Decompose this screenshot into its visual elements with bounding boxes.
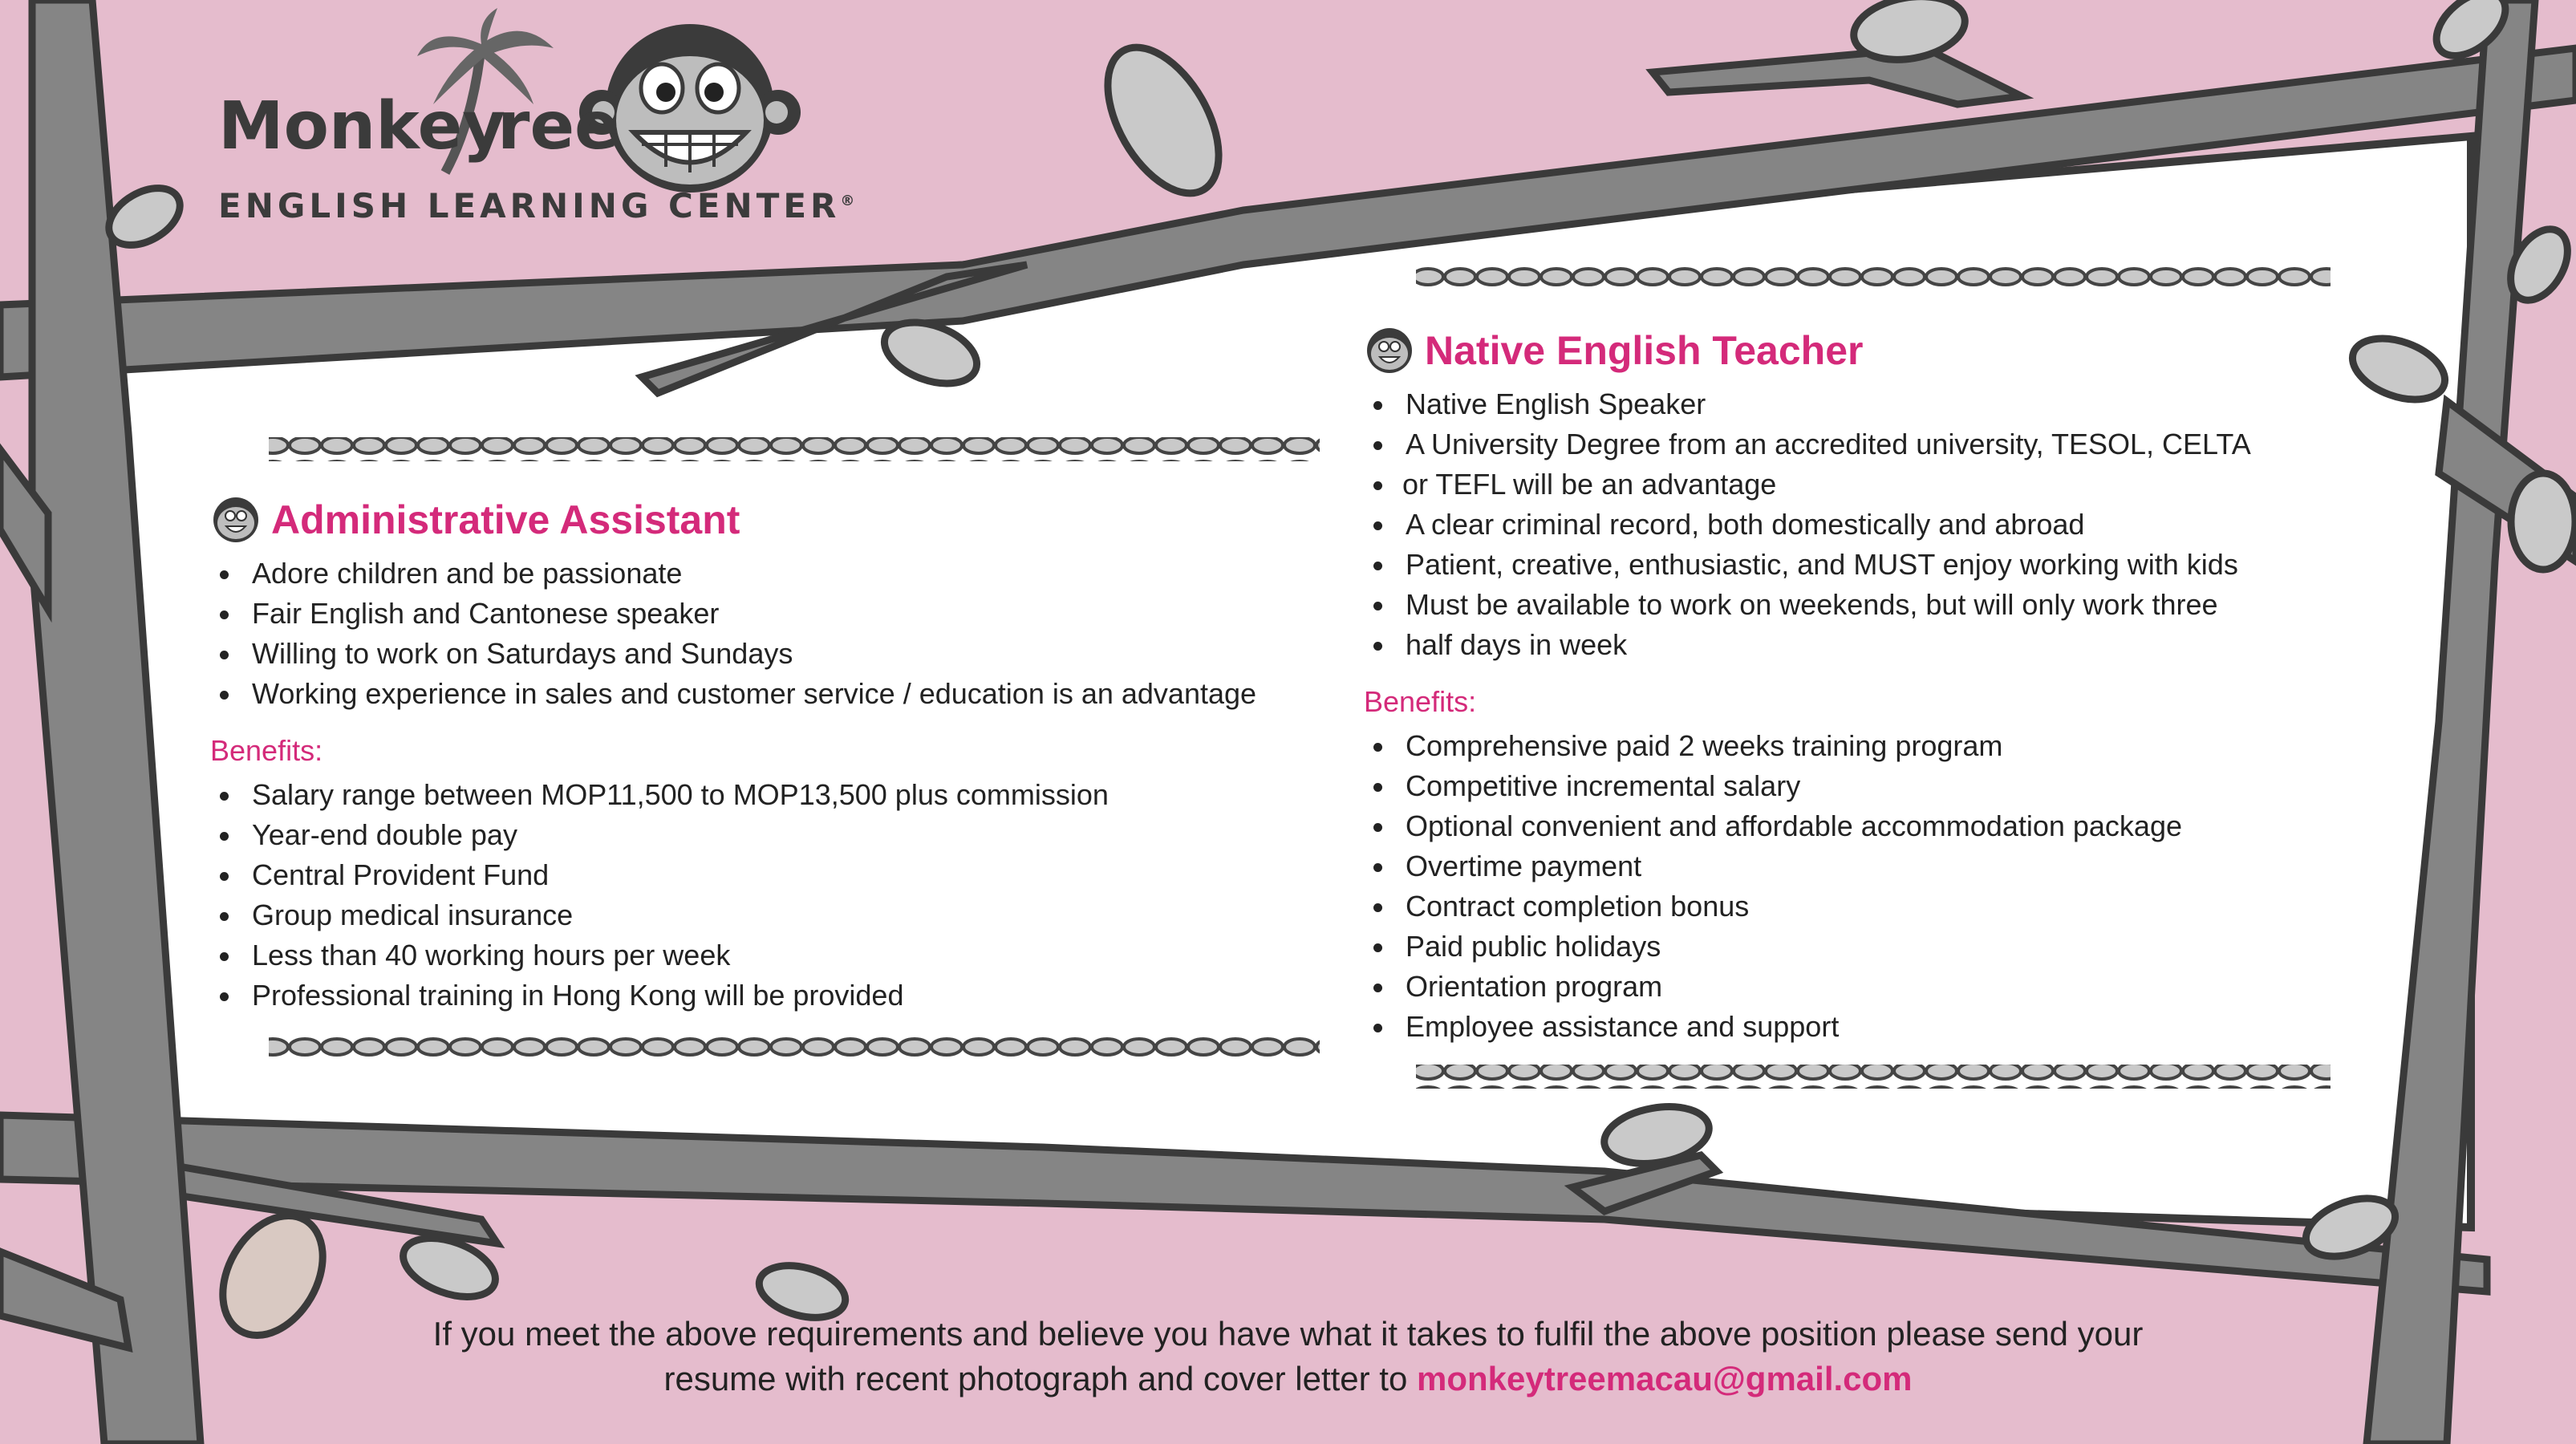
registered-mark: ® (840, 193, 859, 209)
admin-assistant-title-text: Administrative Assistant (271, 497, 740, 542)
list-item: A University Degree from an accredited university, TESOL, CELTA (1364, 424, 2407, 464)
list-item: Comprehensive paid 2 weeks training program (1364, 726, 2407, 766)
rope-divider-left-bottom (269, 1035, 1320, 1059)
list-item: Orientation program (1364, 967, 2407, 1007)
native-teacher-title (1364, 325, 2407, 376)
list-item: Willing to work on Saturdays and Sundays (210, 634, 1333, 674)
monkey-face-icon (1364, 325, 1415, 376)
list-item: Fair English and Cantonese speaker (210, 594, 1333, 634)
list-item: Professional training in Hong Kong will be provided (210, 976, 1333, 1016)
native-teacher-title-text: Native English Teacher (1425, 328, 1864, 373)
list-item: Less than 40 working hours per week (210, 935, 1333, 976)
logo-name-left: Monkey (218, 88, 505, 164)
list-item: Adore children and be passionate (210, 554, 1333, 594)
list-item: Working experience in sales and customer service / education is an advantage (210, 674, 1333, 714)
list-item: A clear criminal record, both domestically and abroad (1364, 505, 2407, 545)
list-item: Paid public holidays (1364, 927, 2407, 967)
logo-subtitle (218, 186, 858, 225)
leaf (1085, 29, 1241, 212)
logo-name-right: ree (497, 88, 619, 164)
admin-benefits-list (210, 775, 1333, 1016)
list-item: Salary range between MOP11,500 to MOP13,500 plus commission (210, 775, 1333, 815)
top-branch-twig-right (1653, 48, 2022, 104)
footer-line-1: If you meet the above requirements and believe you have what it takes to fulfil the above position please send your (432, 1315, 2144, 1353)
footer-line-2-text: resume with recent photograph and cover letter to (663, 1360, 1408, 1397)
footer-line-2 (0, 1357, 2576, 1401)
list-item: Overtime payment (1364, 846, 2407, 886)
contact-email-link[interactable]: monkeytreemacau@gmail.com (1417, 1360, 1913, 1397)
list-item: Year-end double pay (210, 815, 1333, 855)
admin-assistant-title (210, 494, 1333, 546)
native-teacher-section (1364, 325, 2407, 1047)
leaf (2511, 473, 2575, 570)
admin-benefits-label: Benefits: (210, 734, 323, 767)
list-item: Competitive incremental salary (1364, 766, 2407, 806)
list-item: Group medical insurance (210, 895, 1333, 935)
teacher-benefits-label: Benefits: (1364, 685, 1477, 718)
list-item: Native English Speaker (1364, 384, 2407, 424)
list-item: Must be available to work on weekends, but will only work three (1364, 585, 2407, 625)
footer-note (0, 1312, 2576, 1401)
list-item: Contract completion bonus (1364, 886, 2407, 927)
teacher-requirements-list (1364, 384, 2407, 665)
logo-subtitle-text: ENGLISH LEARNING CENTER (218, 186, 841, 225)
list-item-continuation: or TEFL will be an advantage (1364, 464, 2407, 505)
list-item: Optional convenient and affordable accommodation package (1364, 806, 2407, 846)
list-item: Employee assistance and support (1364, 1007, 2407, 1047)
rope-divider-left-top (269, 437, 1320, 461)
admin-assistant-section (210, 494, 1333, 1016)
rope-divider-right-bottom (1416, 1065, 2331, 1089)
rope-divider-right-top (1416, 267, 2331, 291)
monkey-face-icon (210, 494, 262, 546)
admin-requirements-list (210, 554, 1333, 714)
teacher-benefits-list (1364, 726, 2407, 1047)
list-item: Patient, creative, enthusiastic, and MUST enjoy working with kids (1364, 545, 2407, 585)
list-item-continuation: half days in week (1364, 625, 2407, 665)
list-item: Central Provident Fund (210, 855, 1333, 895)
